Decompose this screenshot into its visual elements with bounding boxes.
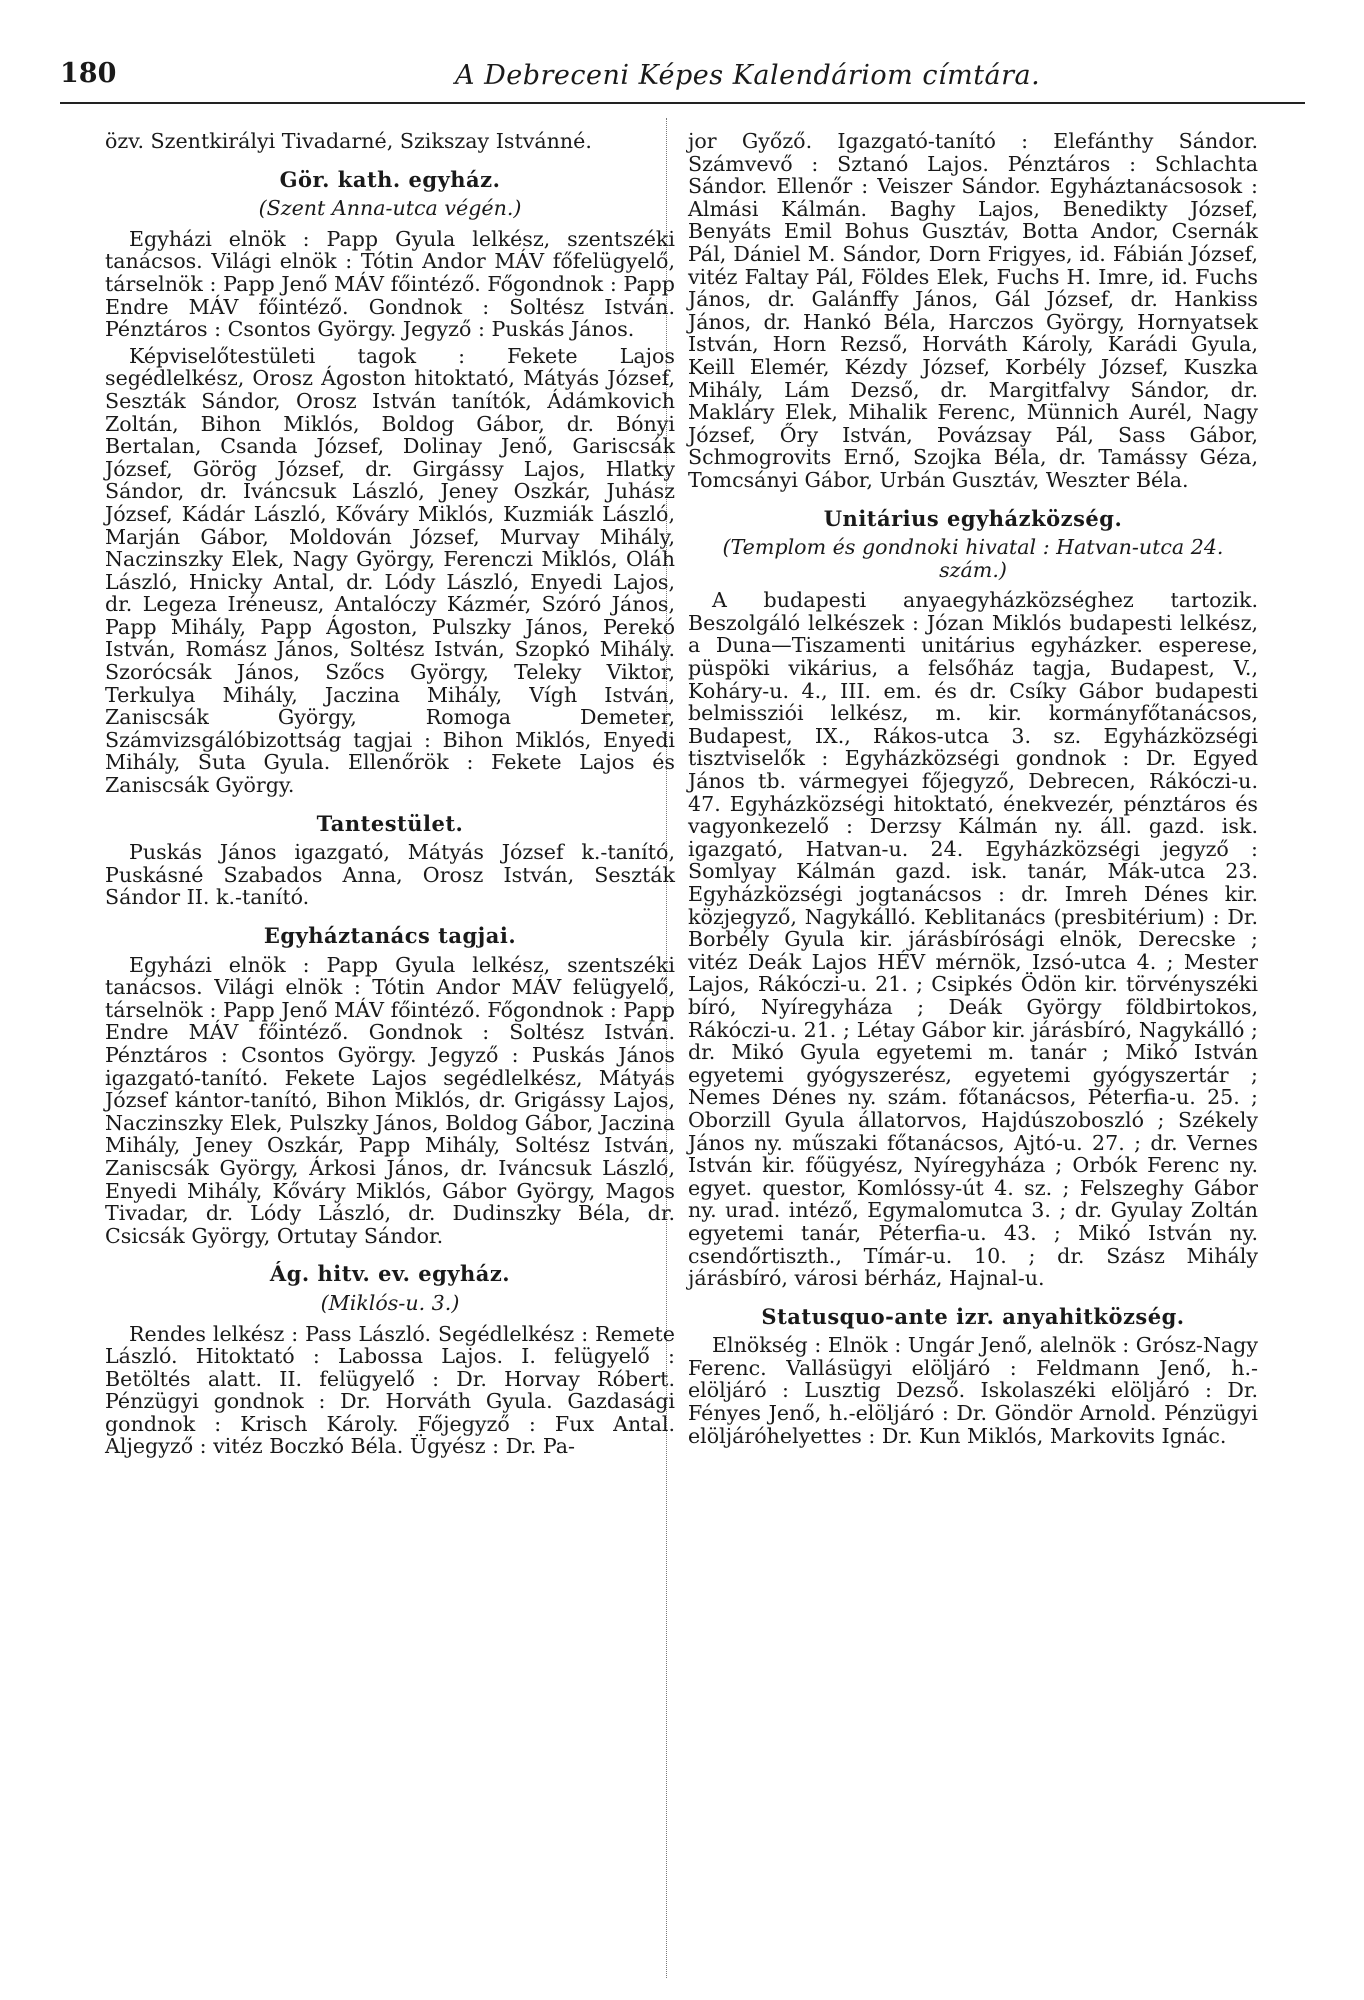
section-heading-unitarius: Unitárius egyházközség. (823, 505, 1123, 531)
section-heading-tantestulet: Tantestület. (316, 810, 464, 836)
paragraph: Elnökség : Elnök : Ungár Jenő, alelnök : Grósz-Nagy Ferenc. Vallásügyi elöljáró : Feldmann Jenő, h.-elöljáró : Lusztig Dezső. Iskolaszéki elöljáró : Dr. Fényes Jenő, h.-elöljáró : Dr. Göndör Arnold. Pénzügyi elöljáróhelyettes : Dr. Kun Miklós, Markovits Ignác. (688, 1333, 1258, 1448)
paragraph: Egyházi elnök : Papp Gyula lelkész, szentszéki tanácsos. Világi elnök : Tótin Andor MÁV főfelügyelő, társelnök : Papp Jenő MÁV főintéző. Főgondnok : Papp Endre MÁV főintéző. Gondnok : Soltész István. Pénztáros : Csontos György. Jegyző : Puskás János. (105, 226, 675, 342)
section-subtitle-unitarius: (Templom és gondnoki hivatal : Hatvan-utca 24. szám.) (722, 535, 1224, 582)
left-column (105, 130, 675, 1462)
page-number: 180 (60, 58, 117, 89)
page-header (60, 58, 1305, 104)
running-title: A Debreceni Képes Kalendáriom címtára. (455, 60, 1041, 91)
section-heading-ag-hitv: Ág. hitv. ev. egyház. (269, 1261, 511, 1287)
intro-paragraph: özv. Szentkirályi Tivadarné, Szikszay Istvánné. (105, 129, 592, 153)
section-heading-egyhaztanacs: Egyháztanács tagjai. (263, 923, 517, 948)
section-heading-statusquo: Statusquo-ante izr. anyahitközség. (761, 1303, 1185, 1329)
section-subtitle-gor-kath: (Szent Anna-utca végén.) (258, 196, 522, 221)
continuation-paragraph: jor Győző. Igazgató-tanító : Elefánthy Sándor. Számvevő : Sztanó Lajos. Pénztáros : Schlachta Sándor. Ellenőr : Veiszer Sándor. Egyháztanácsosok : Almási Kálmán. Baghy Lajos, Benedikty József, Benyáts Emil Bohus Gusztáv, Botta Andor, Csernák Pál, Dániel M. Sándor, Dorn Frigyes, id. Fábián József, vitéz Faltay Pál, Földes Elek, Fuchs H. Imre, id. Fuchs János, dr. Galánffy János, Gál József, dr. Hankiss János, dr. Hankó Béla, Harczos György, Hornyatsek István, Horn Rezső, Horváth Károly, Karádi Gyula, Keill Elemér, Kézdy József, Korbély József, Kuszka Mihály, Lám Dezső, dr. Margitfalvy Sándor, dr. Maklárу Elek, Mihalik Ferenc, Münnich Aurél, Nagy József, Őry István, Povázsay Pál, Sass Gábor, Schmogrovits Ernő, Szojka Béla, dr. Tamássy Géza, Tomcsányi Gábor, Urbán Gusztáv, Weszter Béla. (688, 129, 1258, 492)
section-subtitle-ag-hitv: (Miklós-u. 3.) (320, 1290, 460, 1315)
section-heading-gor-kath: Gör. kath. egyház. (279, 166, 501, 192)
paragraph: Egyházi elnök : Papp Gyula lelkész, szentszéki tanácsos. Világi elnök : Tótin Andor MÁV felügyelő, társelnök : Papp Jenő MÁV főintéző. Főgondnok : Papp Endre MÁV főintéző. Gondnok : Soltész István. Pénztáros : Csontos György. Jegyző : Puskás János igazgató-tanító. Fekete Lajos segédlelkész, Mátyás József kántor-tanító, Bihon Miklós, dr. Grigássy Lajos, Naczinszky Elek, Pulszky János, Boldog Gábor, Jaczina Mihály, Jeney Oszkár, Papp Mihály, Soltész István, Zaniscsák György, Árkosi János, dr. Iváncsuk László, Enyedi Mihály, Kőváry Miklós, Gábor György, Magos Tivadar, dr. Lódy László, dr. Dudinszky Béla, dr. Csicsák György, Ortutay Sándor. (105, 952, 675, 1248)
paragraph: Rendes lelkész : Pass László. Segédlelkész : Remete László. Hitoktató : Labossa Lajos. I. felügyelő : Betöltés alatt. II. felügyelő : Dr. Horvay Róbert. Pénzügyi gondnok : Dr. Horváth Gyula. Gazdasági gondnok : Krisch Károly. Főjegyző : Fux Antal. Aljegyző : vitéz Boczkó Béla. Ügyész : Dr. Pa- (105, 1321, 675, 1459)
paragraph: Puskás János igazgató, Mátyás József k.-tanító, Puskásné Szabados Anna, Orosz István, Seszták Sándor II. k.-tanító. (105, 840, 675, 910)
right-column (688, 130, 1258, 1451)
paragraph: Képviselőtestületi tagok : Fekete Lajos segédlelkész, Orosz Ágoston hitoktató, Mátyás József, Seszták Sándor, Orosz István tanítók, Ádámkovich Zoltán, Bihon Miklós, Boldog Gábor, dr. Bónyi Bertalan, Csanda József, Dolinay Jenő, Gariscsák József, Görög József, dr. Girgássy Lajos, Hlatky Sándor, dr. Iváncsuk László, Jeney Oszkár, Juhász József, Kádár László, Kőváry Miklós, Kuzmiák László, Marján Gábor, Moldován József, Murvay Mihály, Naczinszky Elek, Nagy György, Ferenczi Miklós, Oláh László, Hnicky Antal, dr. Lódy László, Enyedi Lajos, dr. Legeza Iréneusz, Antalóczy Kázmér, Szóró János, Papp Mihály, Papp Ágoston, Pulszky János, Perekó István, Romász János, Soltész István, Szopkó Mihály. Szorócsák János, Szőcs György, Teleky Viktor, Terkulya Mihály, Jaczina Mihály, Vígh István, Zaniscsák György, Romoga Demeter, Számvizsgálóbizottság tagjai : Bihon Miklós, Enyedi Mihály, Suta Gyula. Ellenőrök : Fekete Lajos és Zaniscsák György. (105, 343, 675, 798)
paragraph: A budapesti anyaegyházközséghez tartozik. Beszolgáló lelkészek : Józan Miklós budapesti lelkész, a Duna—Tiszamenti unitárius egyházker. esperese, püspöki vikárius, a felsőház tagja, Budapest, V., Koháry-u. 4., III. em. és dr. Csíky Gábor budapesti belmissziói lelkész, m. kir. kormányfőtanácsos, Budapest, IX., Rákos-utca 3. sz. Egyházközségi tisztviselők : Egyházközségi gondnok : Dr. Egyed János tb. vármegyei főjegyző, Debrecen, Rákóczi-u. 47. Egyházközségi hitoktató, énekvezér, pénztáros és vagyonkezelő : Derzsy Kálmán ny. áll. gazd. isk. igazgató, Hatvan-u. 24. Egyházközségi jegyző : Somlyay Kálmán gazd. isk. tanár, Mák-utca 23. Egyházközségi jogtanácsos : dr. Imreh Dénes kir. közjegyző, Nagykálló. Keblitanács (presbitérium) : Dr. Borbély Gyula kir. járásbírósági elnök, Derecske ; vitéz Deák Lajos HÉV mérnök, Izsó-utca 4. ; Mester Lajos, Rákóczi-u. 21. ; Csipkés Ödön kir. törvényszéki bíró, Nyíregyháza ; Deák György földbirtokos, Rákóczi-u. 21. ; Létay Gábor kir. járásbíró, Nagykálló ; dr. Mikó Gyula egyetemi m. tanár ; Mikó István egyetemi gyógyszerész, egyetemi gyógyszertár ; Nemes Dénes ny. szám. főtanácsos, Péterfia-u. 25. ; Oborzill Gyula állatorvos, Hajdúszoboszló ; Székely János ny. műszaki főtanácsos, Ajtó-u. 27. ; dr. Vernes István kir. főügyész, Nyíregyháza ; Orbók Ferenc ny. egyet. questor, Komlóssy-út 4. sz. ; Felszeghy Gábor ny. urad. intéző, Egymalomutca 3. ; dr. Gyulay Zoltán egyetemi tanár, Péterfia-u. 43. ; Mikó István ny. csendőrtiszth., Tímár-u. 10. ; dr. Szász Mihály járásbíró, városi bérház, Hajnal-u. (688, 588, 1258, 1291)
